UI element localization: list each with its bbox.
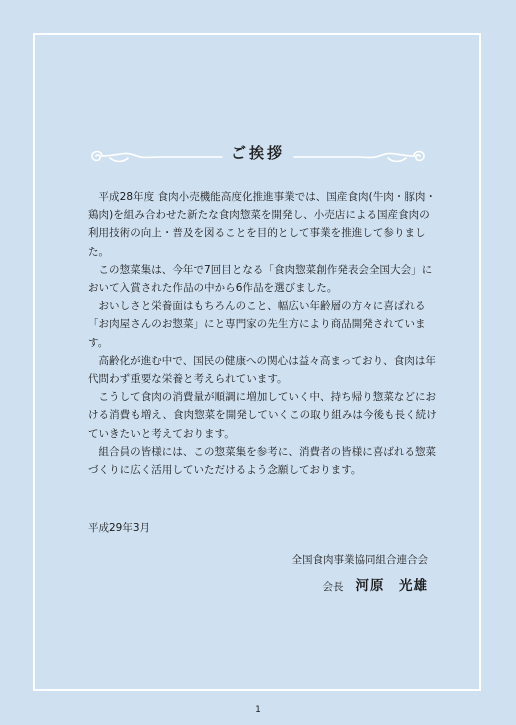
- organization-name: 全国食肉事業協同組合連合会: [291, 554, 428, 566]
- page-title: ご挨拶: [230, 144, 285, 162]
- signature-name: 河原 光雄: [355, 578, 428, 594]
- paragraph: こうして食肉の消費量が順調に増加していく中、持ち帰り惣菜などにおける消費も増え、食肉惣菜を開発していくこの取り組みは今後も長く続けていきたいと考えております。: [88, 391, 437, 440]
- paragraph: おいしさと栄養面はもちろんのこと、幅広い年齢層の方々に喜ばれる「お肉屋さんのお惣菜」にと専門家の先生方により商品開発されています。: [88, 300, 426, 349]
- page-number: 1: [255, 705, 261, 715]
- signature: [323, 574, 429, 594]
- swirl-ornament-right-icon: [288, 146, 428, 166]
- paragraph: 平成28年度 食肉小売機能高度化推進事業では、国産食肉(牛肉・豚肉・鶏肉)を組み合わせた新たな食肉惣菜を開発し、小売店による国産食肉の利用技術の向上・普及を図ることを目的として事業を推進して参りました。: [88, 191, 436, 258]
- signature-role: 会長: [322, 581, 344, 593]
- issue-date: 平成29年3月: [88, 522, 151, 534]
- heading-row: [88, 140, 428, 170]
- greeting-body: [88, 188, 440, 479]
- paragraph: 組合員の皆様には、この惣菜集を参考に、消費者の皆様に喜ばれる惣菜づくりに広く活用していただけるよう念願しております。: [88, 445, 437, 477]
- paragraph: 高齢化が進む中で、国民の健康への関心は益々高まっており、食肉は年代問わず重要な栄養と考えられています。: [88, 354, 436, 386]
- paragraph: この惣菜集は、今年で7回目となる「食肉惣菜創作発表会全国大会」において入賞された作品の中から6作品を選びました。: [88, 263, 433, 295]
